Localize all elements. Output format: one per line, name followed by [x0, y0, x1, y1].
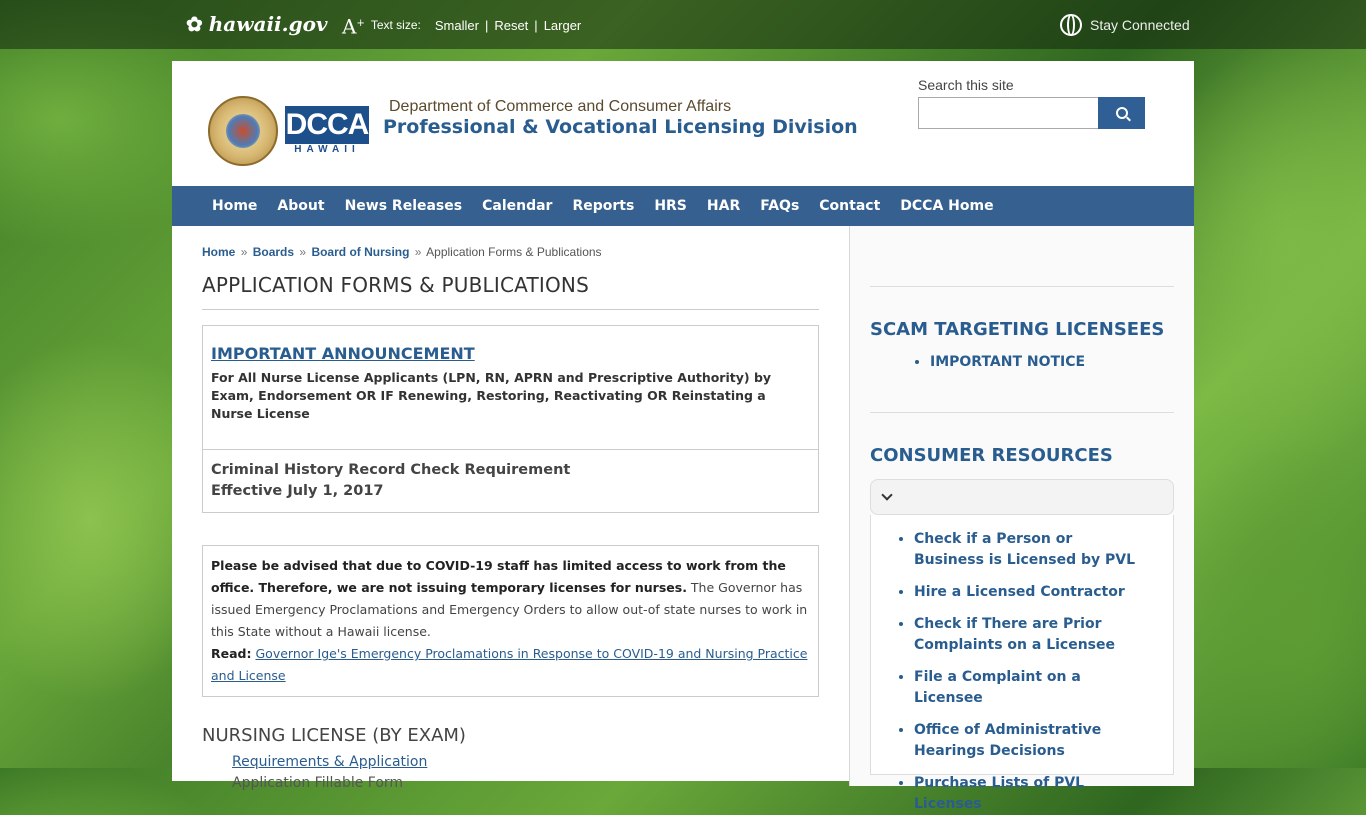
- search-button[interactable]: [1098, 97, 1145, 129]
- department-name[interactable]: Department of Commerce and Consumer Affairs: [389, 98, 732, 115]
- emergency-proclamations-link[interactable]: Governor Ige's Emergency Proclamations in Response to COVID-19 and Nursing Practice and License: [211, 646, 808, 683]
- nav-about[interactable]: About: [277, 198, 325, 214]
- main-content: [202, 226, 819, 794]
- criminal-history-line1: Criminal History Record Check Requirement: [211, 462, 571, 478]
- accordion-toggle[interactable]: [870, 479, 1174, 515]
- hearings-decisions-link[interactable]: Office of Administrative Hearings Decisions: [914, 722, 1102, 759]
- breadcrumb-separator: »: [240, 245, 248, 259]
- sidebar: [849, 226, 1194, 812]
- page-title: APPLICATION FORMS & PUBLICATIONS: [202, 273, 819, 310]
- scam-list: [930, 352, 1234, 384]
- text-smaller-link[interactable]: Smaller: [434, 17, 479, 33]
- breadcrumb-boards[interactable]: Boards: [252, 245, 295, 259]
- state-seal-logo[interactable]: [208, 96, 278, 166]
- criminal-history-line2: Effective July 1, 2017: [211, 483, 384, 499]
- nav-reports[interactable]: Reports: [572, 198, 635, 214]
- nav-hrs[interactable]: HRS: [654, 198, 687, 214]
- stay-connected-link[interactable]: [1060, 14, 1190, 36]
- text-size-icon: A+: [342, 14, 365, 39]
- important-notice-link[interactable]: IMPORTANT NOTICE: [930, 354, 1086, 370]
- text-size-label: Text size:: [370, 18, 421, 33]
- division-name[interactable]: Professional & Vocational Licensing Division: [383, 116, 858, 138]
- list-item[interactable]: [914, 720, 1144, 762]
- accordion-body: [870, 515, 1174, 812]
- list-item[interactable]: [914, 667, 1144, 709]
- nav-news-releases[interactable]: News Releases: [344, 198, 463, 214]
- breadcrumb-current: Application Forms & Publications: [426, 245, 602, 259]
- main-nav: [172, 186, 1194, 226]
- important-announcement-link[interactable]: IMPORTANT ANNOUNCEMENT: [211, 344, 475, 363]
- list-item[interactable]: [914, 529, 1144, 571]
- requirements-application-link[interactable]: Requirements & Application: [232, 754, 428, 770]
- nav-faqs[interactable]: FAQs: [760, 198, 800, 214]
- dcca-logo-text: DCCA: [285, 106, 369, 144]
- breadcrumb-separator: »: [299, 245, 307, 259]
- hawaii-gov-logo[interactable]: [186, 12, 328, 36]
- text-reset-link[interactable]: Reset: [494, 17, 529, 33]
- breadcrumb-board-of-nursing[interactable]: Board of Nursing: [311, 245, 410, 259]
- search-icon: [1116, 107, 1128, 119]
- consumer-accordion: [870, 479, 1174, 812]
- announcement-text: For All Nurse License Applicants (LPN, RN, APRN and Prescriptive Authority) by Exam, Endorsement OR IF Renewing, Restoring, Reactivating OR Reinstating a Nurse License: [211, 370, 772, 421]
- site-logo-text: hawaii.gov: [208, 12, 328, 36]
- search-input[interactable]: [918, 97, 1099, 129]
- scam-title: SCAM TARGETING LICENSEES: [870, 319, 1165, 340]
- file-complaint-link[interactable]: File a Complaint on a Licensee: [914, 669, 1081, 706]
- nav-calendar[interactable]: Calendar: [482, 198, 553, 214]
- breadcrumb-separator: »: [414, 245, 422, 259]
- text-size-controls: [342, 14, 582, 39]
- list-item[interactable]: [930, 352, 1234, 373]
- page-container: [172, 61, 1194, 812]
- globe-icon: [1060, 14, 1082, 36]
- stay-connected-label: Stay Connected: [1090, 17, 1190, 33]
- check-licensed-link[interactable]: Check if a Person or Business is Licensed by PVL: [914, 531, 1136, 568]
- text-larger-link[interactable]: Larger: [543, 17, 582, 33]
- section-list-exam: [232, 752, 819, 794]
- sidebar-divider: [870, 286, 1174, 287]
- consumer-list: [914, 529, 1144, 815]
- site-header: [172, 61, 1194, 186]
- covid-bold-text: Please be advised that due to COVID-19 staff has limited access to work from the office. Therefore, we are not issuing temporary licenses for nurses.: [211, 558, 786, 595]
- nav-har[interactable]: HAR: [706, 198, 741, 214]
- criminal-history-notice: [203, 450, 818, 512]
- breadcrumb-home[interactable]: Home: [202, 245, 236, 259]
- dcca-logo[interactable]: [285, 106, 369, 156]
- consumer-title: CONSUMER RESOURCES: [870, 445, 1113, 466]
- covid-notice: [202, 545, 819, 697]
- announcement-box: [202, 325, 819, 513]
- announcement-top: [203, 326, 818, 450]
- nav-contact[interactable]: Contact: [819, 198, 881, 214]
- separator: |: [534, 17, 538, 33]
- hire-contractor-link[interactable]: Hire a Licensed Contractor: [914, 584, 1125, 600]
- purchase-lists-link[interactable]: Purchase Lists of PVL Licenses: [914, 775, 1085, 812]
- read-label: Read:: [211, 646, 252, 661]
- sidebar-divider: [870, 412, 1174, 413]
- prior-complaints-link[interactable]: Check if There are Prior Complaints on a Licensee: [914, 616, 1115, 653]
- nav-dcca-home[interactable]: DCCA Home: [900, 198, 994, 214]
- top-bar: [0, 0, 1366, 49]
- nav-home[interactable]: Home: [212, 198, 258, 214]
- chevron-down-icon: [881, 489, 892, 500]
- separator: |: [484, 17, 489, 33]
- list-item[interactable]: [914, 614, 1144, 656]
- search-label: Search this site: [918, 77, 1014, 93]
- application-fillable-form[interactable]: Application Fillable Form: [232, 775, 404, 791]
- flower-icon: ✿: [186, 12, 203, 36]
- list-item[interactable]: [914, 582, 1144, 603]
- breadcrumb: [202, 245, 819, 259]
- list-item[interactable]: [914, 773, 1144, 815]
- covid-text: The Governor has issued Emergency Proclamations and Emergency Orders to allow out-of state nurses to work in this State without a Hawaii license.: [211, 580, 808, 639]
- section-title-exam: NURSING LICENSE (BY EXAM): [202, 725, 466, 746]
- dcca-logo-sub: HAWAII: [294, 144, 360, 155]
